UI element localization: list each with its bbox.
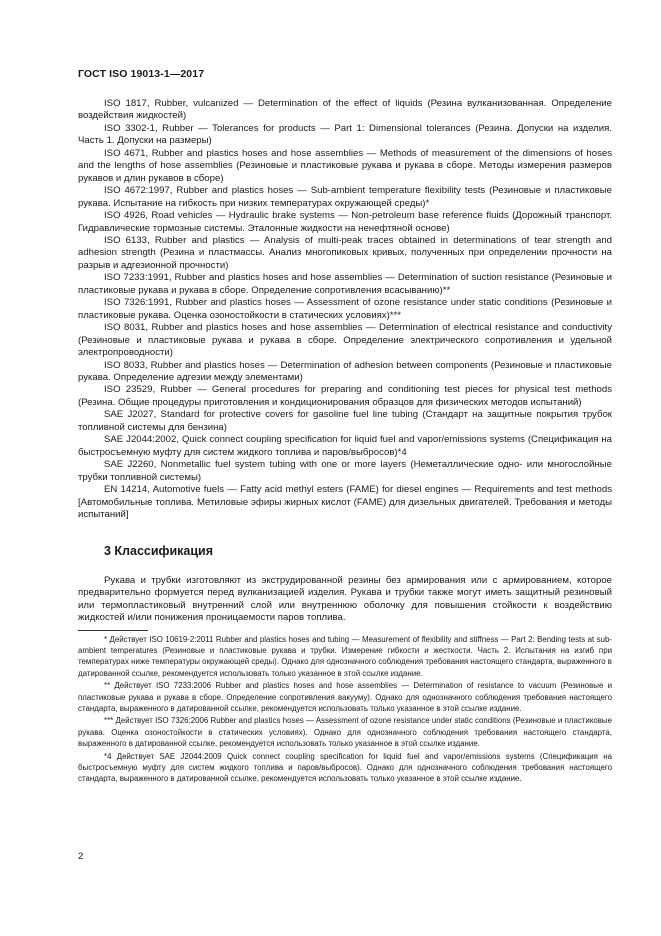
reference-item: SAE J2027, Standard for protective covers for gasoline fuel line tubing (Стандарт на защитные покрытия трубок топливной системы для бензина)	[78, 409, 612, 433]
reference-item: ISO 8033, Rubber and plastics hoses — Determination of adhesion between components (Резиновые и пластиковые рукава. Определение адгезии между элементами)	[78, 359, 612, 383]
reference-item: ISO 3302-1, Rubber — Tolerances for products — Part 1: Dimensional tolerances (Резина. Допуски на изделия. Часть 1. Допуски на размеры)	[78, 122, 612, 147]
reference-item: ISO 23529, Rubber — General procedures for preparing and conditioning test pieces for physical test methods (Резина. Общие процедуры приготовления и кондиционирования образцов для физических методов испытаний)	[78, 384, 612, 408]
footnote-item: * Действует ISO 10619-2:2011 Rubber and plastics hoses and tubing — Measurement of flexibility and stiffness — Part 2: Bending tests at sub-ambient temperatures (Резиновые и пластиковые рукава и трубки. Измерение гибкости и жесткости. Часть 2. Испытания на изгиб при температурах ниже температуры окружающей среды). Однако для однозначного соблюдения требования настоящего стандарта, выраженного в датированной ссылке, рекомендуется использовать только указанное в этой ссылке издание.	[78, 635, 612, 678]
reference-item: ISO 4672:1997, Rubber and plastics hoses — Sub-ambient temperature flexibility tests (Резиновые и пластиковые рукава. Испытание на гибкость при низких температурах окружающей среды)*	[78, 185, 612, 209]
reference-item: ISO 6133, Rubber and plastics — Analysis of multi-peak traces obtained in determinations of tear strength and adhesion strength (Резина и пластмассы. Анализ многопиковых кривых, полученных при определении прочности на разрыв и адгезионной прочности)	[78, 234, 612, 271]
reference-item: EN 14214, Automotive fuels — Fatty acid methyl esters (FAME) for diesel engines — Requirements and test methods [Автомобильные топлива. Метиловые эфиры жирных кислот (FAME) для дизельных двигателей. Требования и методы испытаний]	[78, 484, 612, 520]
footnotes	[78, 634, 612, 786]
footnote-item: *4 Действует SAE J2044:2009 Quick connect coupling specification for liquid fuel and vapor/emissions systems (Спецификация на быстросъемную муфту для систем жидкого топлива и паров/выбросов). Однако для однозначного соблюдения требования настоящего стандарта, выраженного в датированной ссылке, рекомендуется использовать только указанное в этой ссылке издание.	[78, 751, 612, 783]
section-title: 3 Классификация	[104, 544, 214, 558]
normative-references-list	[78, 98, 612, 521]
reference-item: ISO 7233:1991, Rubber and plastics hoses and hose assemblies — Determination of suction resistance (Резиновые и пластиковые рукава и рукава в сборе. Определение сопротивления всасыванию)**	[78, 272, 612, 296]
section-body: Рукава и трубки изготовляют из экструдированной резины без армирования или с армированием, которое предварительно формуется перед вулканизацией изделия. Рукава и трубки также могут иметь защитный резиновый или термопластиковый внутренний слой или внутреннюю оболочку для повышения стойкости к воздействию жидкостей и/или понижения проницаемости паров топлива.	[78, 575, 612, 624]
footnote-divider	[78, 630, 148, 631]
reference-item: ISO 4671, Rubber and plastics hoses and hose assemblies — Methods of measurement of the dimensions of hoses and the lengths of hose assemblies (Резиновые и пластиковые рукава и рукава в сборе. Методы измерения размеров рукавов и длин рукавов в сборе)	[78, 147, 612, 184]
reference-item: ISO 7326:1991, Rubber and plastics hoses — Assessment of ozone resistance under static conditions (Резиновые и пластиковые рукава. Оценка озоностойкости в статических условиях)***	[78, 297, 612, 321]
reference-item: SAE J2260, Nonmetallic fuel system tubing with one or more layers (Неметаллические одно- или многослойные трубки топливной системы)	[78, 459, 612, 483]
reference-item: ISO 8031, Rubber and plastics hoses and hose assemblies — Determination of electrical resistance and conductivity (Резиновые и пластиковые рукава и рукава в сборе. Определение электрического сопротивления и удельной электропроводности)	[78, 322, 612, 359]
footnote-item: *** Действует ISO 7326:2006 Rubber and plastics hoses — Assessment of ozone resistance under static conditions (Резиновые и пластиковые рукава. Оценка озоностойкости в статических условиях). Однако для однозначного соблюдения требования настоящего стандарта, выраженного в датированной ссылке, рекомендуется использовать только указанное в этой ссылке издание.	[78, 716, 612, 748]
page-number: 2	[78, 851, 84, 862]
footnote-item: ** Действует ISO 7233:2006 Rubber and plastics hoses and hose assemblies — Determination of resistance to vacuum (Резиновые и пластиковые рукава и рукава в сборе. Определение сопротивления вакууму). Однако для однозначного соблюдения требования настоящего стандарта, выраженного в датированной ссылке, рекомендуется использовать только указанное в этой ссылке издание.	[78, 681, 612, 713]
reference-item: SAE J2044:2002, Quick connect coupling specification for liquid fuel and vapor/emissions systems (Спецификация на быстросъемную муфту для систем жидкого топлива и паров/выбросов)*4	[78, 434, 612, 458]
reference-item: ISO 1817, Rubber, vulcanized — Determination of the effect of liquids (Резина вулканизованная. Определение воздействия жидкостей)	[78, 98, 612, 122]
document-header: ГОСТ ISO 19013-1—2017	[78, 68, 205, 80]
reference-item: ISO 4926, Road vehicles — Hydraulic brake systems — Non-petroleum base reference fluids (Дорожный транспорт. Гидравлические тормозные системы. Эталонные жидкости на ненефтяной основе)	[78, 210, 612, 234]
